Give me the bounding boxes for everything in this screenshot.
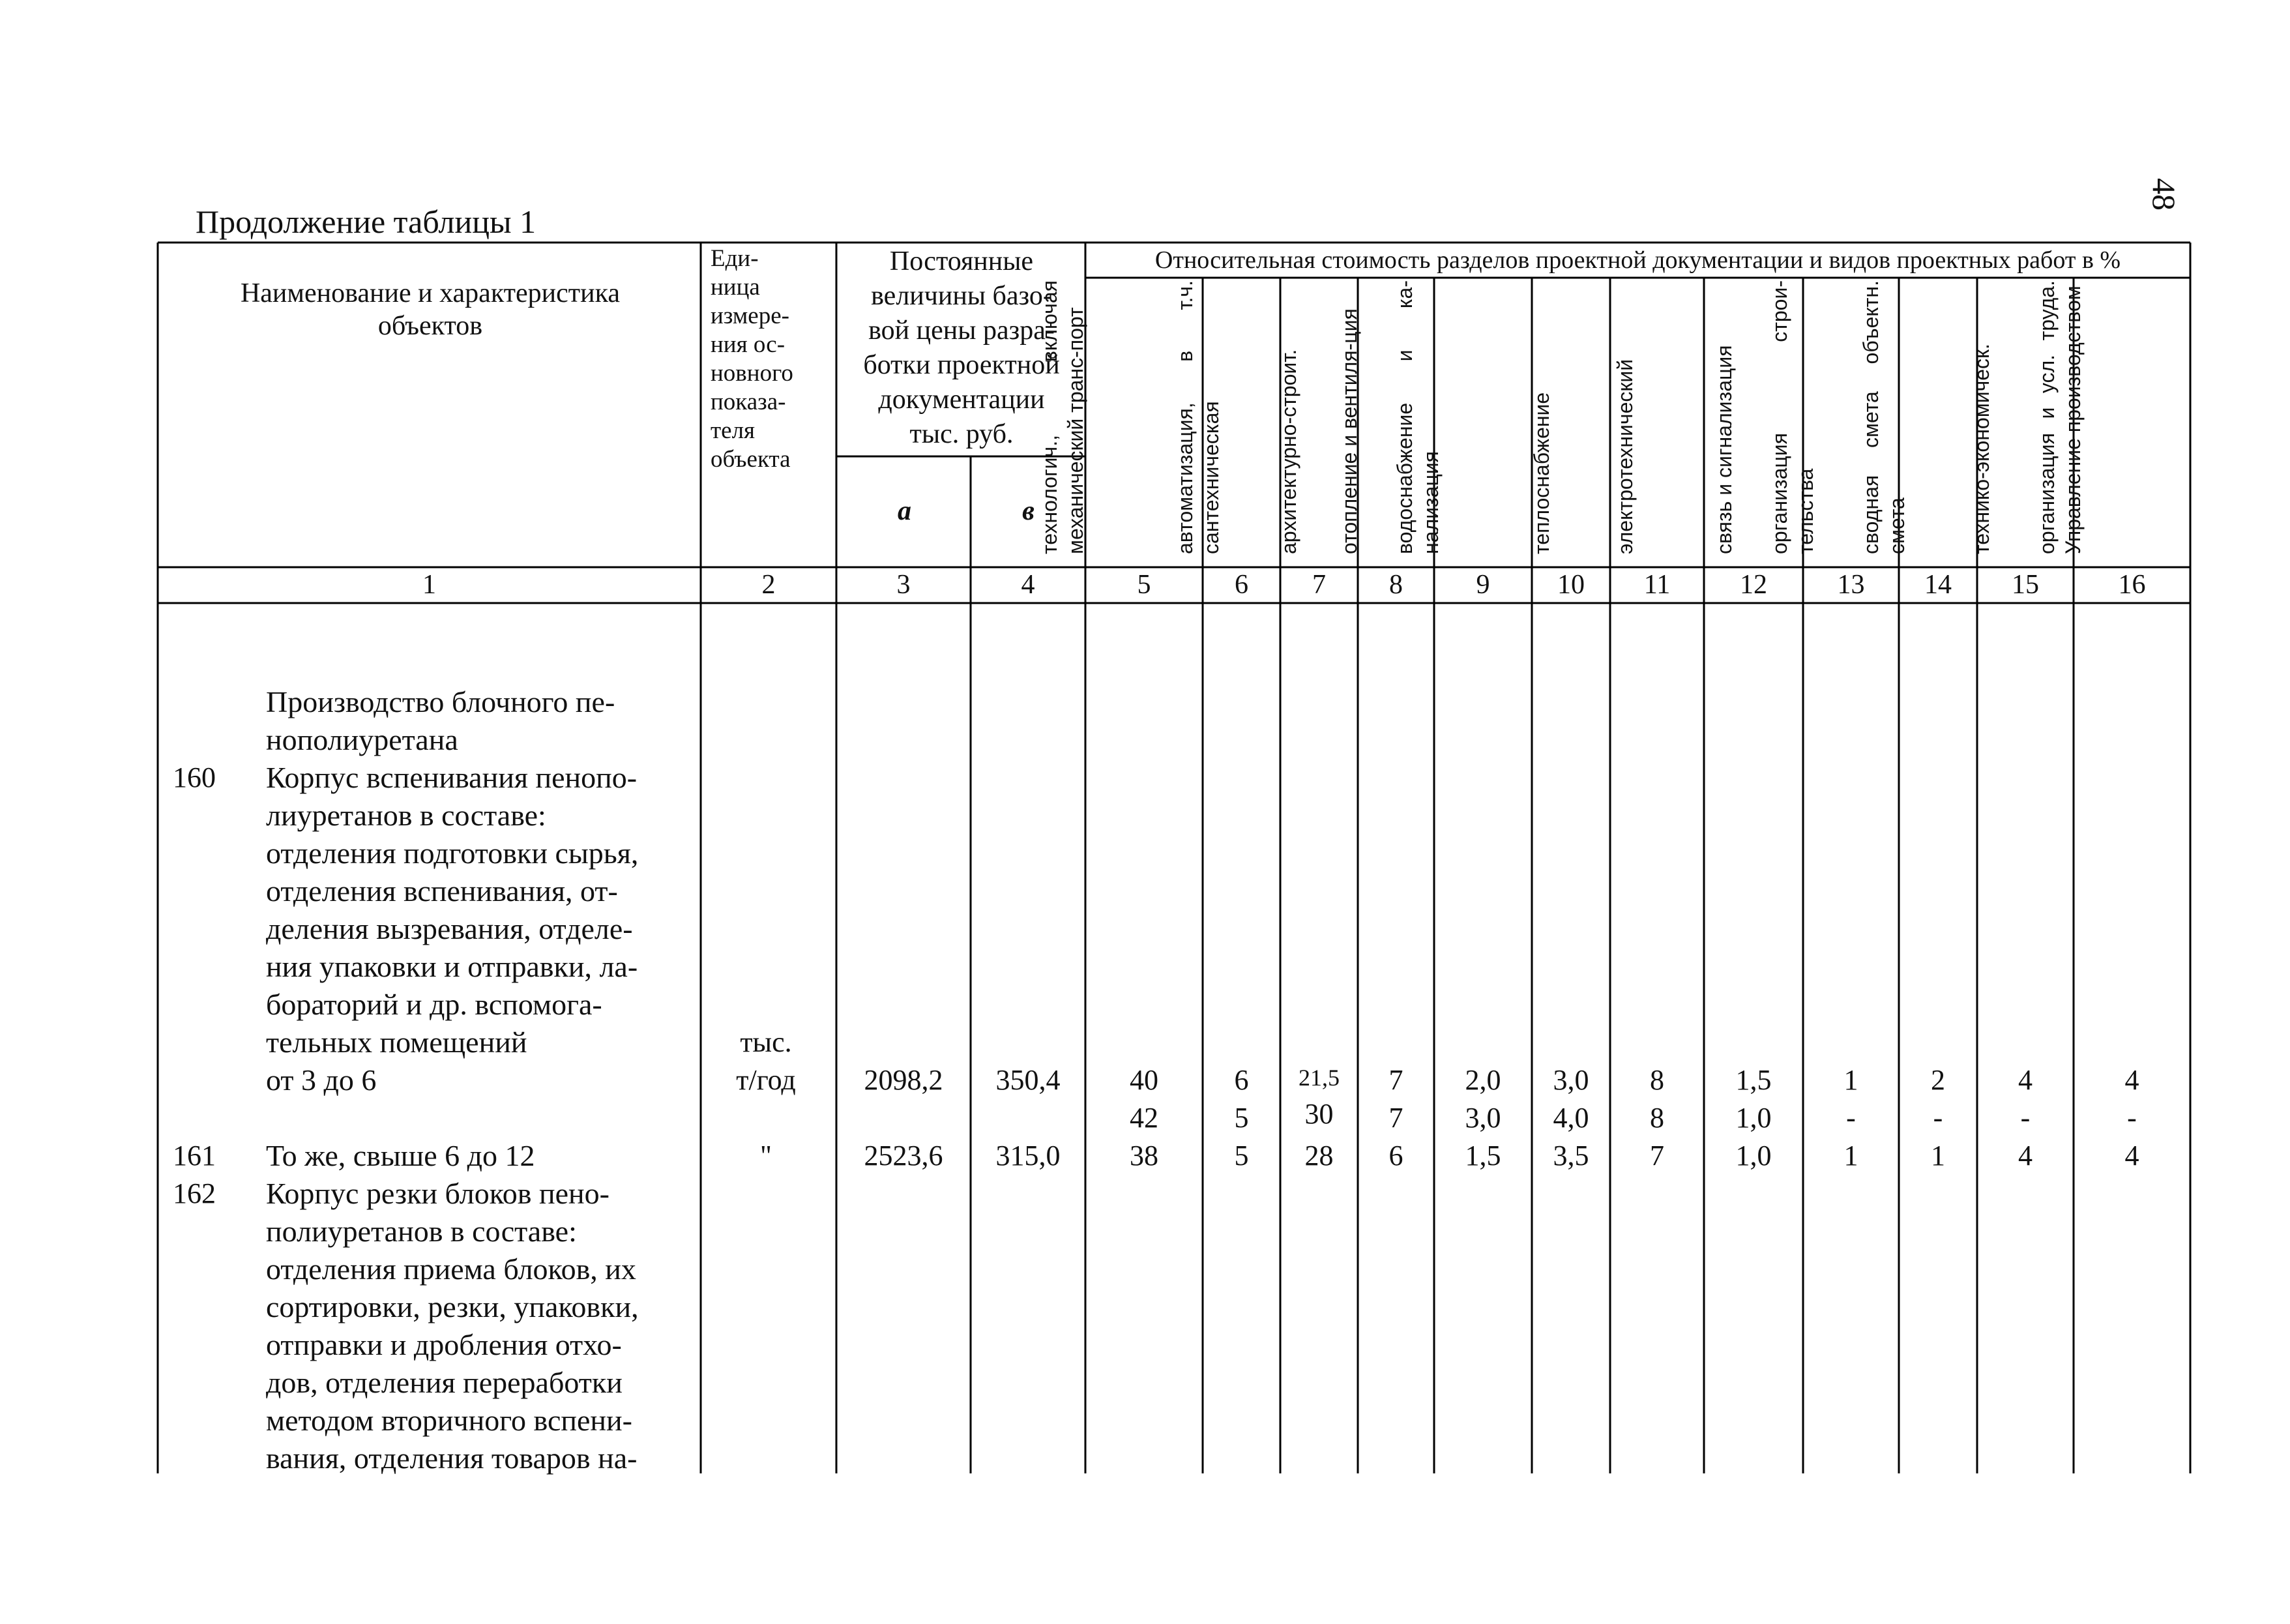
column-number: 6	[1235, 570, 1248, 600]
row-161-unit: "	[760, 1140, 772, 1172]
column-number: 11	[1643, 570, 1671, 600]
row-162-description: Корпус резки блоков пено- полиуретанов в составе: отделения приема блоков, их сортировки, резки, упаковки, отправки и дробления отхо- дов, отделения переработки методом вторичного вспени- вания, отделения товаров на-	[266, 1177, 639, 1475]
row-160b-col-6: 5	[1234, 1102, 1249, 1134]
row-161-col-5: 38	[1130, 1140, 1158, 1172]
row-160-col-13: 1	[1843, 1064, 1858, 1096]
column-number: 7	[1312, 570, 1326, 600]
row-160-col-10: 3,0	[1553, 1064, 1589, 1096]
row-160-col-5: 40	[1130, 1064, 1158, 1096]
column-number: 2	[761, 570, 776, 600]
header-base-price: Постоянные величины базо- вой цены разра- ботки проектной документации тыс. руб.	[863, 246, 1060, 449]
row-160-col-9: 2,0	[1465, 1064, 1501, 1096]
header-relative-cost: Относительная стоимость разделов проектной документации и видов проектных работ в %	[1154, 246, 2121, 274]
row-160b-col-12: 1,0	[1735, 1102, 1772, 1134]
column-number: 12	[1740, 570, 1767, 600]
column-number: 15	[2012, 570, 2039, 600]
row-160-value-b: 350,4	[995, 1064, 1061, 1096]
row-160-col-8: 7	[1388, 1064, 1403, 1096]
column-number: 8	[1389, 570, 1403, 600]
row-161-col-13: 1	[1843, 1140, 1858, 1172]
row-160b-col-14: -	[1933, 1102, 1943, 1134]
row-160b-col-13: -	[1846, 1102, 1856, 1134]
row-160-col-12: 1,5	[1735, 1064, 1772, 1096]
row-number-161: 161	[173, 1140, 216, 1172]
row-160-col-6: 6	[1234, 1064, 1249, 1096]
row-161-col-7: 28	[1304, 1140, 1334, 1172]
row-160-value-a: 2098,2	[864, 1064, 943, 1096]
row-160-col-7: 21,5	[1299, 1065, 1340, 1091]
row-161-description: То же, свыше 6 до 12	[266, 1139, 535, 1172]
row-160b-col-8: 7	[1388, 1102, 1403, 1134]
row-161-value-b: 315,0	[995, 1140, 1061, 1172]
header-sub-b: в	[1022, 496, 1035, 526]
row-161-col-8: 6	[1388, 1140, 1403, 1172]
header-name-column: Наименование и характеристика объектов	[240, 278, 621, 341]
column-number: 5	[1137, 570, 1151, 600]
row-160-col-15: 4	[2018, 1064, 2033, 1096]
column-number: 16	[2118, 570, 2146, 600]
row-160b-col-9: 3,0	[1465, 1102, 1501, 1134]
row-161-col-14: 1	[1931, 1140, 1945, 1172]
column-number: 14	[1924, 570, 1952, 600]
page-number: 48	[2146, 178, 2182, 211]
header-sub-a: а	[898, 496, 911, 526]
row-number-162: 162	[173, 1177, 216, 1209]
row-160-col-11: 8	[1650, 1064, 1664, 1096]
row-161-col-16: 4	[2124, 1140, 2139, 1172]
row-161-col-12: 1,0	[1735, 1140, 1772, 1172]
row-161-col-10: 3,5	[1553, 1140, 1589, 1172]
row-161-col-15: 4	[2018, 1140, 2033, 1172]
row-160-unit: тыс. т/год	[736, 1026, 796, 1096]
table-caption: Продолжение таблицы 1	[196, 203, 536, 240]
row-161-col-11: 7	[1650, 1140, 1664, 1172]
header-unit-column: Еди- ница измере- ния ос- новного показа- теля объекта	[711, 245, 793, 473]
row-160-description: Корпус вспенивания пенопо- лиуретанов в составе: отделения подготовки сырья, отделения вспенивания, от- деления вызревания, отделе- ния упаковки и отправки, ла- бораторий и др. вспомога- тельных помещений от 3 до 6	[266, 761, 639, 1097]
group-title: Производство блочного пе- нополиуретана	[266, 685, 615, 756]
column-number: 13	[1837, 570, 1865, 600]
row-160b-col-5: 42	[1130, 1102, 1158, 1134]
row-160-col-16: 4	[2124, 1064, 2139, 1096]
row-number-160: 160	[173, 761, 216, 793]
row-160b-col-15: -	[2020, 1102, 2031, 1134]
row-160b-col-11: 8	[1650, 1102, 1664, 1134]
row-160b-col-10: 4,0	[1553, 1102, 1589, 1134]
row-161-value-a: 2523,6	[864, 1140, 943, 1172]
row-160b-col-16: -	[2127, 1102, 2137, 1134]
column-number: 1	[422, 570, 436, 600]
row-160b-col-7: 30	[1304, 1098, 1334, 1130]
row-161-col-9: 1,5	[1465, 1140, 1501, 1172]
column-number: 3	[896, 570, 911, 600]
row-160-col-14: 2	[1931, 1064, 1945, 1096]
column-number: 9	[1476, 570, 1490, 600]
row-161-col-6: 5	[1234, 1140, 1249, 1172]
column-number: 4	[1021, 570, 1035, 600]
column-number: 10	[1557, 570, 1585, 600]
